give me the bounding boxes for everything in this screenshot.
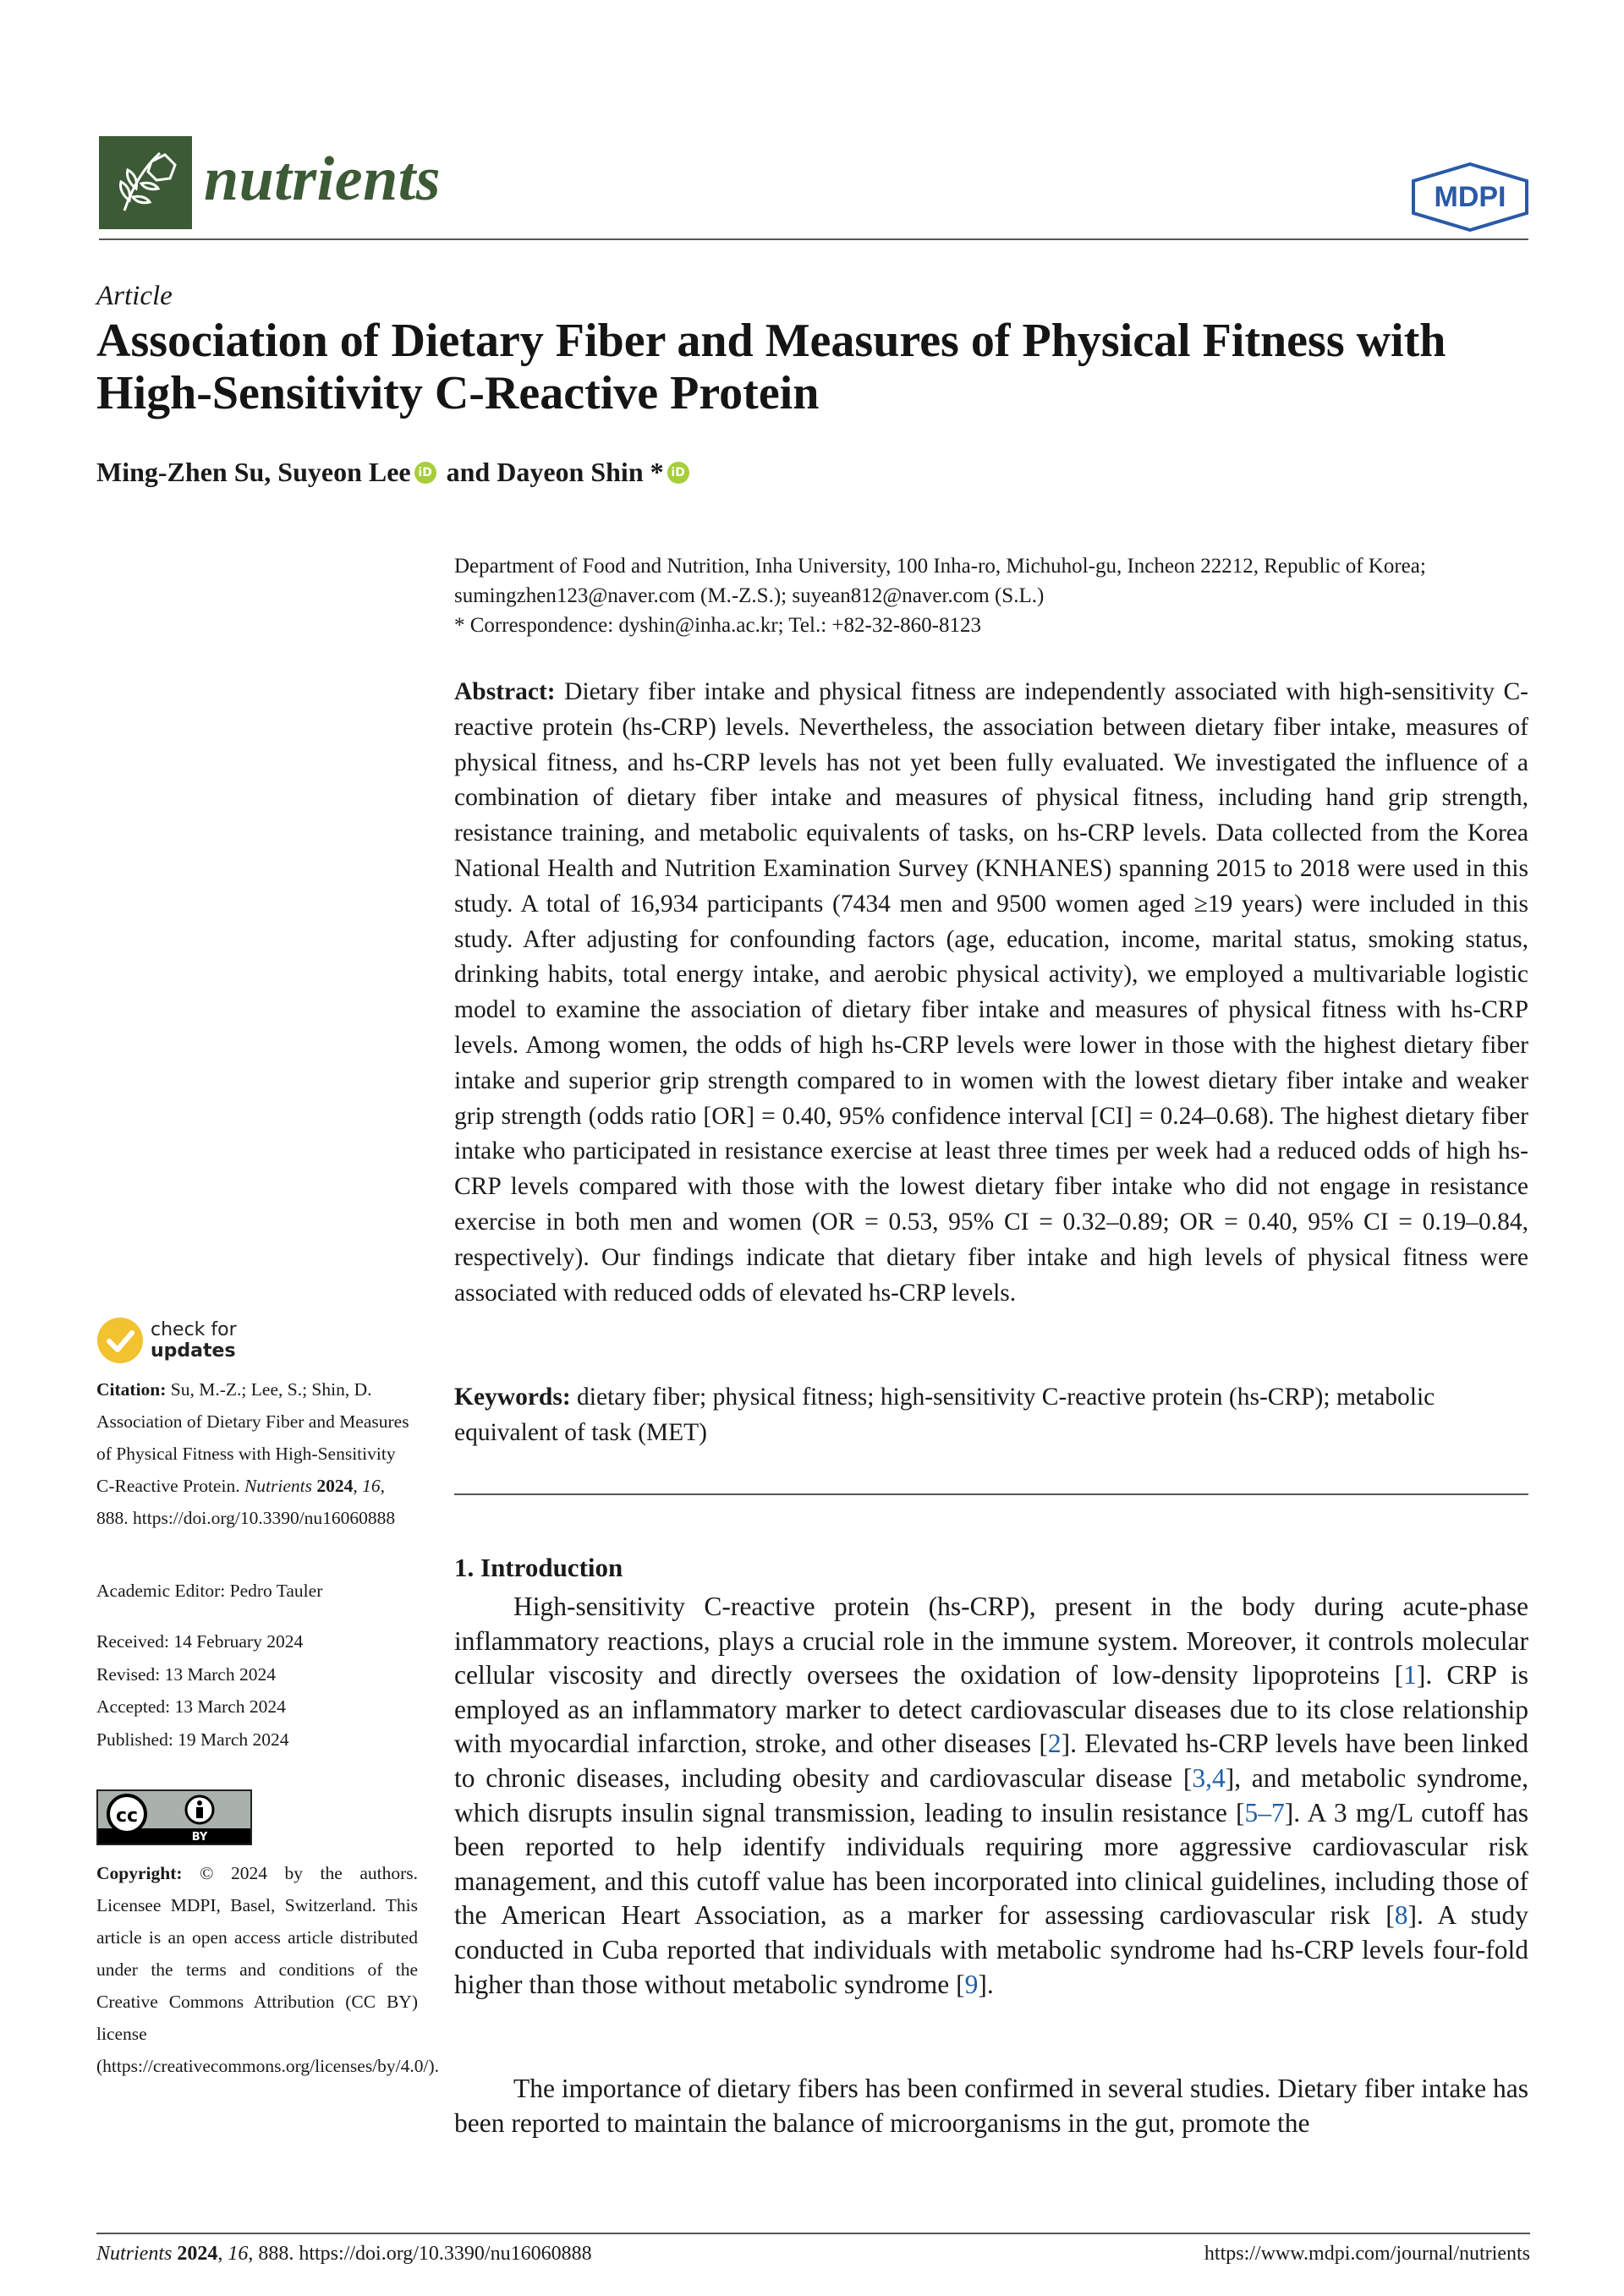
abstract xyxy=(454,675,1528,1311)
section-divider xyxy=(454,1493,1528,1495)
correspondence: * Correspondence: dyshin@inha.ac.kr; Tel.: +82-32-860-8123 xyxy=(454,614,981,637)
citation-volume: 16 xyxy=(362,1476,381,1496)
author-name: and Dayeon Shin * xyxy=(446,457,664,487)
reference-link[interactable]: 3,4 xyxy=(1192,1762,1226,1793)
author-name: Suyeon Lee xyxy=(277,457,411,487)
check-updates-button[interactable]: check for updates xyxy=(151,1319,237,1362)
date-received: Received: 14 February 2024 xyxy=(96,1631,304,1652)
check-updates-icon[interactable] xyxy=(96,1316,145,1369)
cc-by-license-icon[interactable] xyxy=(96,1789,252,1845)
copyright-label: Copyright: xyxy=(96,1863,183,1883)
article-title: Association of Dietary Fiber and Measures of Physical Fitness with High-Sensitivity C-Reactive Protein xyxy=(96,315,1446,419)
citation-year: 2024 xyxy=(316,1476,354,1496)
orcid-icon[interactable]: iD xyxy=(414,462,436,484)
academic-editor: Academic Editor: Pedro Tauler xyxy=(96,1581,323,1601)
citation-block: Citation: Su, M.-Z.; Lee, S.; Shin, D. Association of Dietary Fiber and Measures of Physical Fitness with High-Sensitivity C-Reactive Protein. Nutrients 2024, 16, 888. https://doi.org/10.3390/nu16060888 xyxy=(96,1379,409,1528)
keywords-text: dietary fiber; physical fitness; high-sensitivity C-reactive protein (hs-CRP); metabolic equivalent of task (MET) xyxy=(454,1384,1435,1446)
copyright-text: © 2024 by the authors. Licensee MDPI, Basel, Switzerland. This article is an open access article distributed under the terms and conditions of the Creative Commons Attribution (CC BY) license (https://creativecommons.org/licenses/by/4.0/). xyxy=(96,1863,440,2076)
affiliation: Department of Food and Nutrition, Inha University, 100 Inha-ro, Michuhol-gu, Incheon 22212, Republic of Korea; sumingzhen123@naver.com (M.-Z.S.); suyean812@naver.com (S.L.) xyxy=(454,555,1426,607)
orcid-icon[interactable]: iD xyxy=(667,462,689,484)
reference-link[interactable]: 2 xyxy=(1047,1729,1062,1759)
author-name: Ming-Zhen Su xyxy=(96,457,265,487)
author-list: Ming-Zhen Su, Suyeon Lee iD and Dayeon Shin * iD xyxy=(96,457,693,488)
footer-citation: Nutrients 2024, 16, 888. https://doi.org/10.3390/nu16060888 xyxy=(96,2243,592,2265)
date-revised: Revised: 13 March 2024 xyxy=(96,1663,276,1685)
intro-paragraph-2: The importance of dietary fibers has been confirmed in several studies. Dietary fiber intake has been reported to maintain the balance of microorganisms in the gut, promote the xyxy=(454,2074,1528,2138)
citation-doi[interactable]: , 888. https://doi.org/10.3390/nu16060888 xyxy=(96,1476,396,1528)
journal-name: nutrients xyxy=(204,145,442,214)
journal-logo-icon xyxy=(99,136,192,229)
reference-link[interactable]: 8 xyxy=(1394,1900,1408,1931)
section-heading: 1. Introduction xyxy=(454,1553,623,1582)
cc-by-label: BY xyxy=(191,1831,208,1844)
abstract-label: Abstract: xyxy=(454,678,556,705)
mdpi-logo-text: MDPI xyxy=(1434,181,1506,213)
footer-journal-url[interactable]: https://www.mdpi.com/journal/nutrients xyxy=(1204,2243,1530,2265)
citation-text: Su, M.-Z.; Lee, S.; Shin, D. Association of Dietary Fiber and Measures of Physical Fitness with High-Sensitivity C-Reactive Protein. xyxy=(96,1379,409,1496)
article-type: Article xyxy=(96,281,173,311)
keywords xyxy=(454,1380,1528,1451)
date-published: Published: 19 March 2024 xyxy=(96,1729,289,1750)
affiliation-block xyxy=(454,551,1537,640)
abstract-text: Dietary fiber intake and physical fitness are independently associated with high-sensitivity C-reactive protein (hs-CRP) levels. Nevertheless, the association between dietary fiber intake, measures of physical fitness, and hs-CRP levels has not yet been fully evaluated. We investigated the influence of a combination of dietary fiber intake and measures of physical fitness, including hand grip strength, resistance training, and metabolic equivalents of tasks, on hs-CRP levels. Data collected from the Korea National Health and Nutrition Examination Survey (KNHANES) spanning 2015 to 2018 were used in this study. A total of 16,934 participants (7434 men and 9500 women aged ≥19 years) were included in this study. After adjusting for confounding factors (age, education, income, marital status, smoking status, drinking habits, total energy intake, and aerobic physical activity), we employed a multivariable logistic model to examine the association of dietary fiber intake and measures of physical fitness with hs-CRP levels. Among women, the odds of high hs-CRP levels were lower in those with the highest dietary fiber intake and superior grip strength compared to in women with the lowest dietary fiber intake and weaker grip strength (odds ratio [OR] = 0.40, 95% confidence interval [CI] = 0.24–0.68). The highest dietary fiber intake who participated in resistance exercise at least three times per week had a reduced odds of high hs-CRP levels compared with those with the lowest dietary fiber intake who did not engage in resistance exercise in both men and women (OR = 0.53, 95% CI = 0.32–0.89; OR = 0.40, 95% CI = 0.19–0.84, respectively). Our findings indicate that dietary fiber intake and high levels of physical fitness were associated with reduced odds of elevated hs-CRP levels. xyxy=(454,678,1528,1307)
footer-doi-link[interactable]: , 888. https://doi.org/10.3390/nu16060888 xyxy=(248,2243,592,2265)
citation-journal: Nutrients xyxy=(244,1476,312,1496)
header-divider xyxy=(99,238,1528,240)
mdpi-logo-icon xyxy=(1410,162,1530,236)
date-accepted: Accepted: 13 March 2024 xyxy=(96,1696,286,1717)
intro-paragraph-1: High-sensitivity C-reactive protein (hs-CRP), present in the body during acute-phase inflammatory reactions, plays a crucial role in the immune system. Moreover, it controls molecular cellular viscosity and directly oversees the oxidation of low-density lipoproteins [1]. CRP is employed as an inflammatory marker to detect cardiovascular diseases due to its close relationship with myocardial infarction, stroke, and other diseases [2]. Elevated hs-CRP levels have been linked to chronic diseases, including obesity and cardiovascular disease [3,4], and metabolic syndrome, which disrupts insulin signal transmission, leading to insulin resistance [5–7]. A 3 mg/L cutoff has been reported to help identify individuals requiring more aggressive cardiovascular risk management, and this cutoff value has been incorporated into clinical guidelines, including those of the American Heart Association, as a marker for assessing cardiovascular risk [8]. A study conducted in Cuba reported that individuals with metabolic syndrome had hs-CRP levels four-fold higher than those without metabolic syndrome [9]. xyxy=(454,1592,1529,1999)
copyright-notice xyxy=(96,1857,440,2082)
svg-text:cc: cc xyxy=(115,1806,139,1827)
keywords-label: Keywords: xyxy=(454,1384,571,1411)
citation-label: Citation: xyxy=(96,1379,167,1400)
reference-link[interactable]: 1 xyxy=(1403,1660,1417,1690)
publication-dates xyxy=(96,1625,418,1756)
footer-divider xyxy=(96,2233,1530,2234)
reference-link[interactable]: 5–7 xyxy=(1244,1797,1285,1827)
reference-link[interactable]: 9 xyxy=(964,1969,979,1999)
